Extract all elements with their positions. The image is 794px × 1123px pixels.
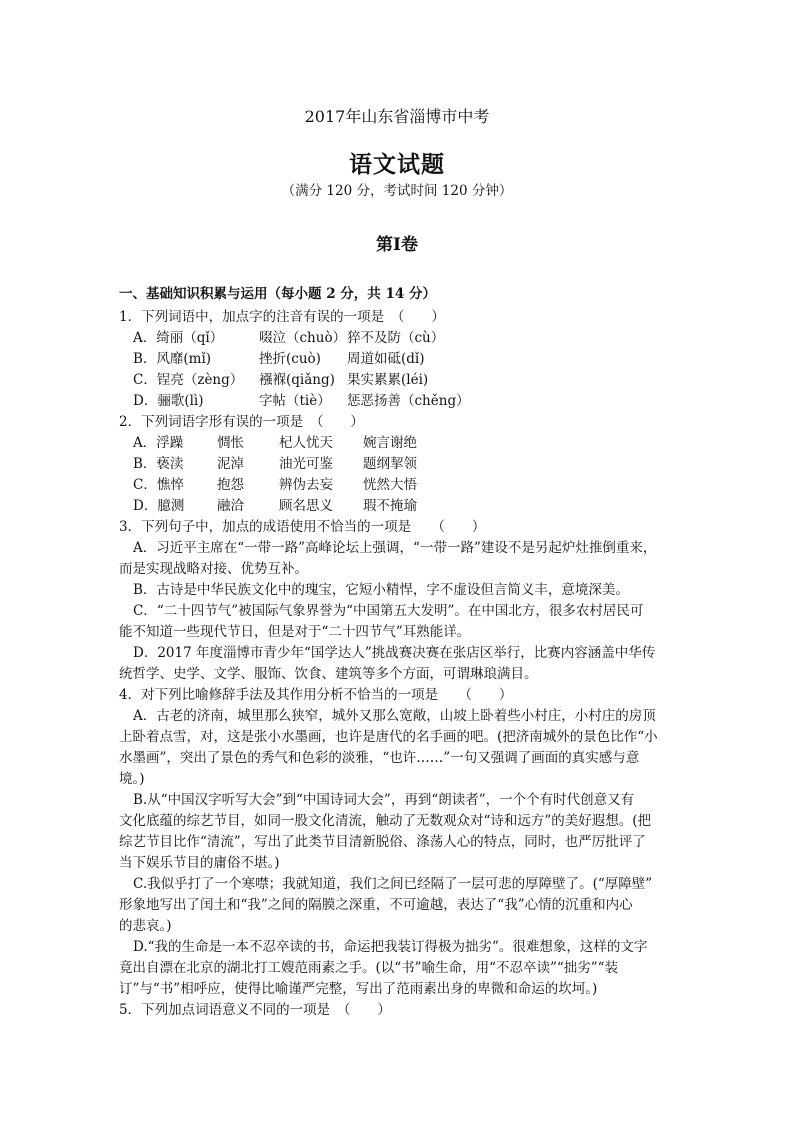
q2-b-term-4: 题纲挈领 xyxy=(363,456,417,472)
q4-option-a-line-1: A．古老的济南，城里那么狭窄，城外又那么宽敞，山坡上卧着些小村庄，小村庄的房顶 xyxy=(133,708,656,724)
q4-option-a-line-4: 境。) xyxy=(119,771,145,787)
exam-title: 2017年山东省淄博市中考 xyxy=(304,107,490,126)
q1-b-term-1: B．风靡(mǐ) xyxy=(133,351,212,367)
q2-d-term-4: 瑕不掩瑜 xyxy=(363,498,417,514)
volume-heading: 第Ⅰ卷 xyxy=(376,235,418,255)
q1-option-d xyxy=(119,391,679,412)
q2-d-term-2: 融洽 xyxy=(217,498,244,514)
q4-option-c-line-1: C.我似乎打了一个寒噤；我就知道，我们之间已经隔了一层可悲的厚障壁了。(“厚障壁” xyxy=(133,876,653,892)
q1-option-c xyxy=(119,370,679,391)
q2-option-d xyxy=(119,496,679,517)
q2-c-term-4: 恍然大悟 xyxy=(363,477,417,493)
q3-option-a-line-1: A．习近平主席在“一带一路”高峰论坛上强调，“一带一路”建设不是另起炉灶推倒重来， xyxy=(133,540,657,556)
q2-a-term-1: A．浮躁 xyxy=(133,435,184,451)
q2-b-term-2: 泥淖 xyxy=(217,456,244,472)
q1-b-term-2: 挫折(cuò) xyxy=(259,351,321,367)
q1-c-term-1: C．锃亮（zèng） xyxy=(133,372,244,388)
q2-c-term-1: C．憔悴 xyxy=(133,477,184,493)
q1-c-term-3: 果实累累(léi) xyxy=(347,372,429,388)
q1-d-term-1: D．骊歌(lì) xyxy=(133,393,204,409)
q2-c-term-3: 辨伪去妄 xyxy=(279,477,333,493)
q1-option-b xyxy=(119,349,679,370)
question-3-stem: 3．下列句子中，加点的成语使用不恰当的一项是 （ ） xyxy=(119,519,486,535)
q3-option-b: B．古诗是中华民族文化中的瑰宝，它短小精悍，字不虚设但言简义丰，意境深美。 xyxy=(133,582,629,598)
q4-option-a-line-3: 水墨画”，突出了景色的秀气和色彩的淡雅，“也许……”一句又强调了画面的真实感与意 xyxy=(119,750,640,766)
q3-option-d-line-1: D．2017 年度淄博市青少年“国学达人”挑战赛决赛在张店区举行，比赛内容涵盖中华传 xyxy=(133,645,656,661)
q2-option-c xyxy=(119,475,679,496)
question-5-stem: 5．下列加点词语意义不同的一项是 （ ） xyxy=(119,1002,391,1018)
q2-a-term-3: 杞人忧天 xyxy=(279,435,333,451)
exam-meta: （满分 120 分，考试时间 120 分钟） xyxy=(281,183,513,199)
q1-a-term-3: 猝不及防（cù） xyxy=(347,330,445,346)
q1-a-term-2: 啜泣（chuò） xyxy=(259,330,347,346)
q2-a-term-4: 婉言谢绝 xyxy=(363,435,417,451)
q1-option-a xyxy=(119,328,679,349)
q4-option-b-line-1: B.从“中国汉字听写大会”到“中国诗词大会”，再到“朗读者”，一个个有时代创意又有 xyxy=(133,792,635,808)
q1-d-term-2: 字帖（tiè） xyxy=(259,393,331,409)
q2-option-b xyxy=(119,454,679,475)
q3-option-d-line-2: 统哲学、史学、文学、服饰、饮食、建筑等多个方面，可谓琳琅满目。 xyxy=(119,666,538,682)
q2-b-term-3: 油光可鉴 xyxy=(279,456,333,472)
q3-option-c-line-2: 能不知道一些现代节日，但是对于“二十四节气”耳熟能详。 xyxy=(119,624,471,640)
q4-option-d-line-3: 订”与“书”相呼应，使得比喻谨严完整，写出了范雨素出身的卑微和命运的坎坷。) xyxy=(119,981,598,997)
q4-option-a-line-2: 上卧着点雪，对，这是张小水墨画，也许是唐代的名手画的吧。(把济南城外的景色比作“小 xyxy=(119,729,658,745)
q2-c-term-2: 抱怨 xyxy=(217,477,244,493)
q2-b-term-1: B．亵渎 xyxy=(133,456,184,472)
paper-title: 语文试题 xyxy=(349,151,445,178)
q1-a-term-1: A．绮丽（qǐ） xyxy=(133,330,224,346)
question-4-stem: 4．对下列比喻修辞手法及其作用分析不恰当的一项是 （ ） xyxy=(119,687,513,703)
q4-option-b-line-4: 当下娱乐节目的庸俗不堪。) xyxy=(119,855,280,871)
q4-option-c-line-3: 的悲哀。) xyxy=(119,918,172,934)
q4-option-d-line-1: D.“我的生命是一本不忍卒读的书，命运把我装订得极为拙劣”。很难想象，这样的文字 xyxy=(133,939,648,955)
q2-option-a xyxy=(119,433,679,454)
q4-option-b-line-3: 综艺节目比作“清流”，写出了此类节目清新脱俗、涤荡人心的特点，同时，也严厉批评了 xyxy=(119,834,646,850)
question-1-stem: 1．下列词语中，加点字的注音有误的一项是 （ ） xyxy=(119,309,445,325)
q1-b-term-3: 周道如砥(dǐ) xyxy=(347,351,425,367)
q4-option-d-line-2: 竟出自漂在北京的湖北打工嫂范雨素之手。(以“书”喻生命，用“不忍卒读”“拙劣”“装 xyxy=(119,960,619,976)
section-heading: 一、基础知识积累与运用（每小题 2 分，共 14 分） xyxy=(119,286,436,302)
q1-d-term-3: 惩恶扬善（chěng） xyxy=(347,393,470,409)
q2-a-term-2: 惆怅 xyxy=(217,435,244,451)
question-2-stem: 2．下列词语字形有误的一项是 （ ） xyxy=(119,414,364,430)
q4-option-b-line-2: 文化底蕴的综艺节目，如同一股文化清流，触动了无数观众对“诗和远方”的美好遐想。(把 xyxy=(119,813,652,829)
exam-content xyxy=(119,284,679,1021)
q2-d-term-1: D．臆测 xyxy=(133,498,185,514)
q4-option-c-line-2: 形象地写出了闰土和“我”之间的隔膜之深重，不可逾越，表达了“我”心情的沉重和内心 xyxy=(119,897,633,913)
q1-c-term-2: 襁褓(qiǎng) xyxy=(259,372,335,388)
q3-option-c-line-1: C．“二十四节气”被国际气象界誉为“中国第五大发明”。在中国北方，很多农村居民可 xyxy=(133,603,644,619)
q2-d-term-3: 顾名思义 xyxy=(279,498,333,514)
q3-option-a-line-2: 而是实现战略对接、优势互补。 xyxy=(119,561,308,577)
